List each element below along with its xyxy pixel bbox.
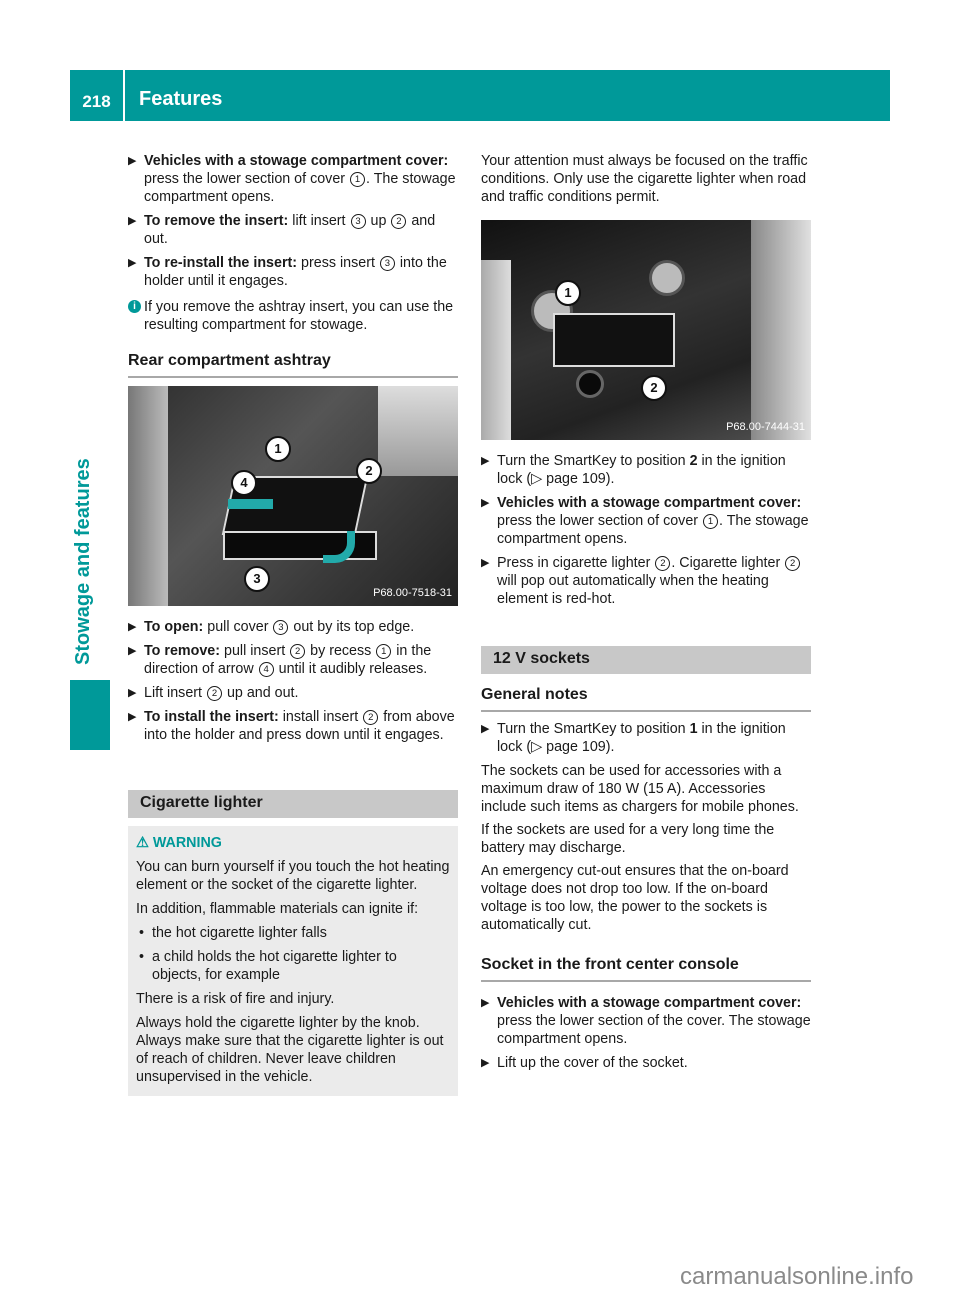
step-text: from above into the holder and press down until it engages.: [144, 709, 455, 743]
warning-text: You can burn yourself if you touch the hot heating element or the socket of the cigarette lighter.: [136, 859, 450, 893]
callout-ref: 1: [350, 172, 365, 187]
center-console-figure: [481, 220, 811, 440]
page-header: [70, 70, 890, 121]
step-text: press the lower section of cover: [144, 171, 350, 187]
callout-ref: 2: [207, 686, 222, 701]
step-text: . The stowage compartment opens.: [144, 171, 456, 205]
step: [481, 494, 811, 548]
step: [128, 152, 458, 206]
step: [128, 708, 458, 744]
arrow-icon: ▶: [128, 257, 137, 269]
callout-ref: 3: [380, 256, 395, 271]
step-text: install insert: [278, 709, 363, 725]
arrow-icon: ▶: [128, 155, 137, 167]
cigarette-lighter-socket: [576, 370, 604, 398]
arrow-icon: ▶: [128, 621, 137, 633]
step-text: lift insert: [288, 213, 350, 229]
callout-ref: 2: [363, 710, 378, 725]
console-side-panel: [481, 260, 511, 440]
callout-ref: 3: [273, 620, 288, 635]
warning-box: [128, 826, 458, 1096]
step-text: in the direction of arrow: [144, 643, 432, 677]
step-text: until it audibly releases.: [274, 661, 428, 677]
section-title: Features: [139, 88, 223, 110]
right-column: [481, 152, 811, 1078]
callout-ref: 1: [376, 644, 391, 659]
callout-4: 4: [231, 470, 257, 496]
info-note: [128, 298, 458, 334]
info-text: If you remove the ashtray insert, you can use the resulting compartment for stowage.: [144, 299, 454, 333]
figure-code: P68.00-7518-31: [373, 587, 452, 599]
warning-triangle-icon: ⚠: [136, 835, 149, 851]
step: [128, 618, 458, 636]
arrow-icon: ▶: [128, 215, 137, 227]
callout-ref: 3: [351, 214, 366, 229]
arrow-icon: ▶: [481, 723, 490, 735]
position-value: 1: [689, 721, 698, 737]
warning-label: WARNING: [152, 835, 222, 851]
step: [128, 684, 458, 702]
step-text: pull insert: [220, 643, 290, 659]
callout-1: 1: [265, 436, 291, 462]
general-notes-heading: General notes: [481, 686, 811, 712]
step-label: To remove:: [144, 643, 221, 659]
callout-1: 1: [555, 280, 581, 306]
info-icon: i: [128, 300, 141, 313]
page-reference: in the ignition lock (▷ page 109).: [497, 721, 786, 755]
step: [481, 554, 811, 608]
callout-ref: 2: [290, 644, 305, 659]
position-value: 2: [689, 453, 698, 469]
warning-text: There is a risk of fire and injury.: [136, 991, 335, 1007]
step-text: into the holder until it engages.: [144, 255, 447, 289]
callout-ref: 4: [259, 662, 274, 677]
cigarette-lighter-heading: Cigarette lighter: [128, 790, 458, 818]
arrow-icon: ▶: [481, 997, 490, 1009]
step-label: To open:: [144, 619, 204, 635]
climate-knob-right: [649, 260, 685, 296]
arrow-icon: ▶: [481, 557, 490, 569]
paragraph: If the sockets are used for a very long time the battery may discharge.: [481, 822, 775, 856]
arrow-icon: ▶: [128, 687, 137, 699]
arrow-left-icon: [228, 499, 273, 509]
warning-bullet: • a child holds the hot cigarette lighter to objects, for example: [136, 948, 450, 984]
step-text: Lift up the cover of the socket.: [497, 1055, 688, 1071]
sockets-heading: 12 V sockets: [481, 646, 811, 674]
page-reference: in the ignition lock (▷ page 109).: [497, 453, 786, 487]
step-text: . Cigarette lighter: [671, 555, 785, 571]
front-socket-steps: [481, 994, 811, 1072]
step-label: To remove the insert:: [144, 213, 289, 229]
step: [128, 212, 458, 248]
paragraph: An emergency cut-out ensures that the on-board voltage does not drop too low. If the on-board voltage is too low, the power to the sockets is automatically cut.: [481, 863, 789, 933]
step-text: up: [366, 213, 391, 229]
step-text: out by its top edge.: [289, 619, 415, 635]
step-label: Vehicles with a stowage compartment cover:: [497, 995, 802, 1011]
rear-steps: [128, 618, 458, 744]
seat-panel: [751, 220, 811, 440]
front-socket-heading: Socket in the front center console: [481, 956, 811, 982]
step-text: . The stowage compartment opens.: [497, 513, 809, 547]
warning-bullet: • the hot cigarette lighter falls: [136, 924, 450, 942]
step-text: by recess: [306, 643, 376, 659]
step-text: pull cover: [203, 619, 273, 635]
step-text: and out.: [144, 213, 436, 247]
paragraph: The sockets can be used for accessories with a maximum draw of 180 W (15 A). Accessories include such items as chargers for mobile phones.: [481, 763, 799, 815]
arrow-icon: ▶: [128, 711, 137, 723]
callout-ref: 2: [785, 556, 800, 571]
step-text: Turn the SmartKey to position: [497, 453, 690, 469]
door-panel: [128, 386, 168, 606]
step-text: will pop out automatically when the heating element is red-hot.: [497, 573, 769, 607]
stowage-cover: [553, 313, 675, 367]
step-text: press insert: [297, 255, 379, 271]
rear-ashtray-heading: Rear compartment ashtray: [128, 352, 458, 378]
arrow-icon: ▶: [481, 455, 490, 467]
figure-code: P68.00-7444-31: [726, 421, 805, 433]
step-text: Turn the SmartKey to position: [497, 721, 690, 737]
step: [481, 994, 811, 1048]
arrow-icon: ▶: [481, 1057, 490, 1069]
warning-text: Always hold the cigarette lighter by the knob. Always make sure that the cigarette lighter is out of reach of children. Never leave children unsupervised in the vehicle.: [136, 1015, 444, 1085]
arrow-icon: ▶: [128, 645, 137, 657]
callout-2: 2: [641, 375, 667, 401]
warning-title: [136, 834, 450, 852]
seat-panel: [378, 386, 458, 476]
page-number: 218: [70, 70, 125, 121]
callout-ref: 1: [703, 514, 718, 529]
step-label: To re-install the insert:: [144, 255, 298, 271]
arrow-icon: ▶: [481, 497, 490, 509]
rear-ashtray-figure: [128, 386, 458, 606]
step-label: Vehicles with a stowage compartment cover:: [497, 495, 802, 511]
step: [481, 720, 811, 756]
attention-text: Your attention must always be focused on the traffic conditions. Only use the cigarette lighter when road and traffic conditions permit.: [481, 153, 808, 205]
cigarette-steps: [481, 452, 811, 608]
callout-ref: 2: [391, 214, 406, 229]
sidebar-marker: [70, 680, 110, 750]
step: [128, 642, 458, 678]
warning-text: In addition, flammable materials can ignite if:: [136, 901, 419, 917]
callout-3: 3: [244, 566, 270, 592]
step: [481, 452, 811, 488]
step-text: Lift insert: [144, 685, 206, 701]
step-text: up and out.: [222, 685, 299, 701]
step-text: press the lower section of the cover. The stowage compartment opens.: [497, 1013, 811, 1047]
left-column: [128, 152, 458, 1096]
callout-ref: 2: [655, 556, 670, 571]
watermark: carmanualsonline.info: [680, 1263, 914, 1290]
step: [481, 1054, 811, 1072]
step-label: Vehicles with a stowage compartment cover:: [144, 153, 449, 169]
callout-2: 2: [356, 458, 382, 484]
step-text: Press in cigarette lighter: [497, 555, 655, 571]
sidebar-chapter-label: Stowage and features: [72, 458, 94, 665]
step-label: To install the insert:: [144, 709, 279, 725]
step-text: press the lower section of cover: [497, 513, 703, 529]
step: [128, 254, 458, 290]
